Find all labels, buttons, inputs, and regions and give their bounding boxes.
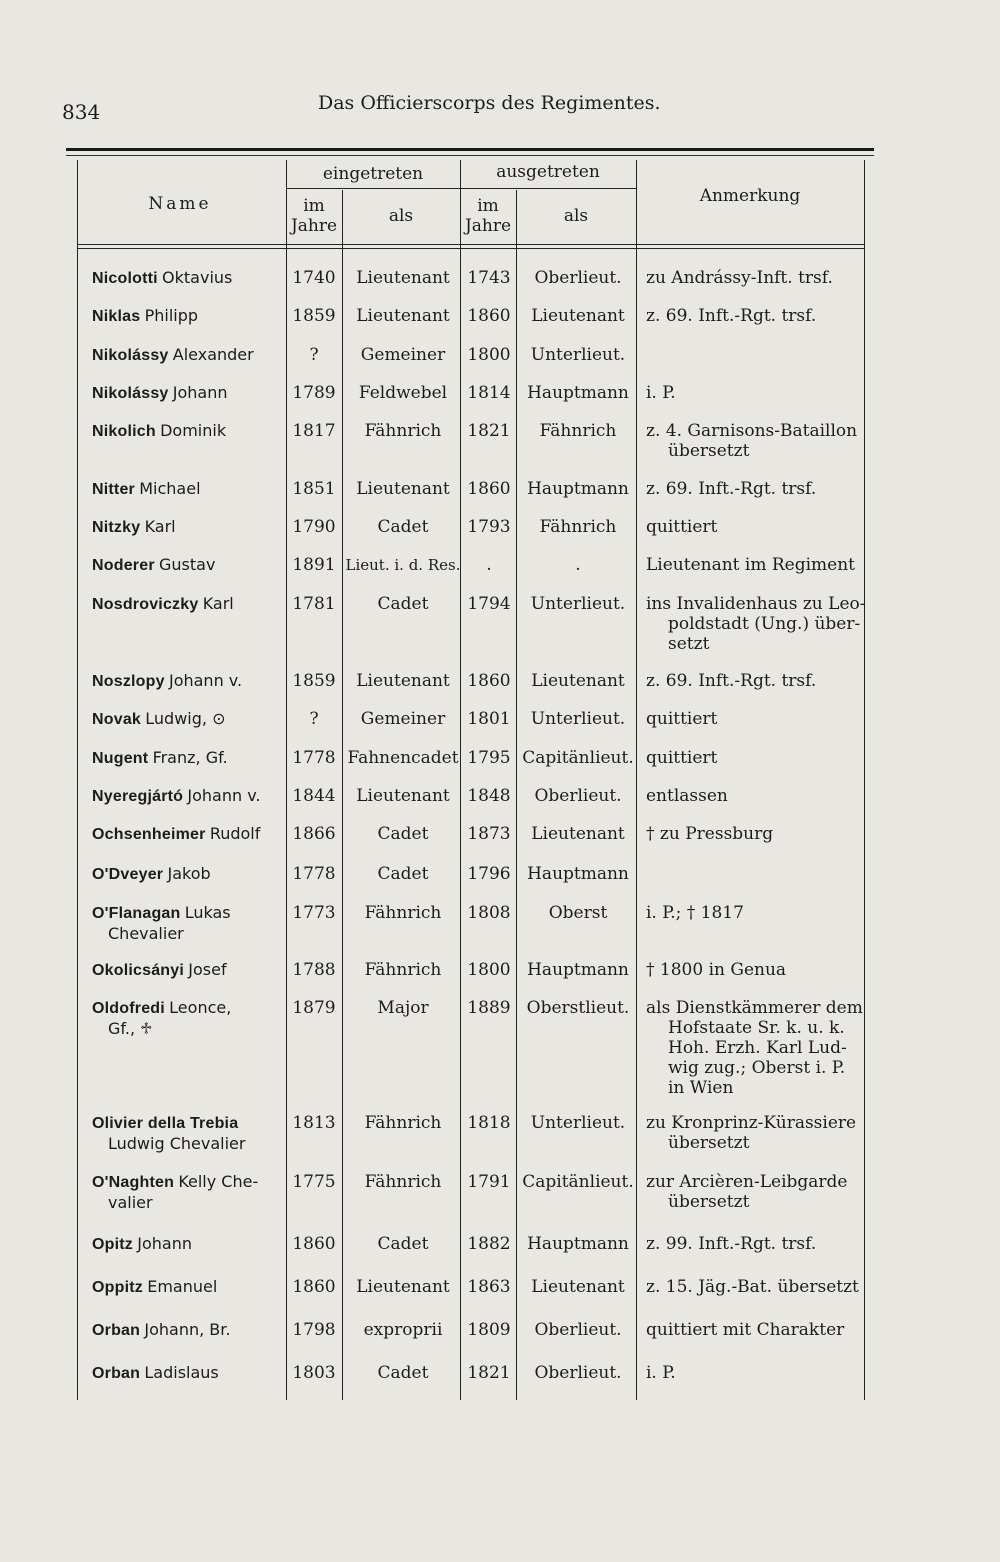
row-name (92, 479, 297, 500)
row-surname: Nikolássy (92, 347, 169, 364)
row-joined-rank: Major (377, 998, 429, 1018)
row-name (92, 383, 297, 404)
row-left-year: 1863 (467, 1277, 511, 1297)
row-surname: Olivier della Trebia (92, 1115, 239, 1132)
row-left-rank: Hauptmann (527, 479, 629, 499)
row-remark (646, 748, 870, 768)
row-left-year: 1818 (467, 1113, 511, 1133)
row-left-year: 1791 (467, 1172, 511, 1192)
row-remark-line: als Dienstkämmerer dem (646, 998, 863, 1018)
row-remark-line: i. P. (646, 383, 676, 403)
row-left-year: 1848 (467, 786, 511, 806)
row-left-year: 1873 (467, 824, 511, 844)
row-surname: Ochsenheimer (92, 826, 206, 843)
row-joined-year: 1860 (292, 1234, 336, 1254)
row-remark (646, 671, 870, 691)
row-left-year: 1889 (467, 998, 511, 1018)
row-left-rank: Oberst (548, 903, 608, 923)
row-name (92, 1172, 297, 1213)
row-left-rank: Oberlieut. (534, 268, 622, 288)
row-given-name: Josef (188, 960, 227, 979)
row-remark (646, 517, 870, 537)
row-joined-rank: Gemeiner (360, 345, 446, 365)
row-surname: Oldofredi (92, 1000, 165, 1017)
row-surname: Orban (92, 1322, 141, 1339)
row-name (92, 1234, 297, 1255)
row-surname: Nyeregjártó (92, 788, 184, 805)
row-left-year: 1821 (467, 1363, 511, 1383)
row-left-rank: Hauptmann (527, 1234, 629, 1254)
row-name (92, 864, 297, 885)
row-surname: Noderer (92, 557, 155, 574)
row-joined-rank: Cadet (377, 864, 429, 884)
row-joined-rank: Fähnrich (364, 1172, 442, 1192)
row-left-rank: Oberlieut. (534, 1320, 622, 1340)
row-left-year: 1796 (467, 864, 511, 884)
row-remark-line: i. P.; † 1817 (646, 903, 744, 923)
row-left-rank: Lieutenant (531, 824, 625, 844)
row-remark (646, 960, 870, 980)
row-name (92, 517, 297, 538)
row-joined-rank: Fähnrich (364, 1113, 442, 1133)
row-name (92, 1277, 297, 1298)
row-given-name: Oktavius (162, 268, 233, 287)
row-joined-year: 1773 (292, 903, 336, 923)
row-surname: Nitzky (92, 519, 141, 536)
row-joined-rank: Fahnencadet (347, 748, 459, 768)
row-name (92, 998, 297, 1039)
row-remark-line: Hofstaate Sr. k. u. k. (668, 1018, 845, 1038)
row-name (92, 671, 297, 692)
row-given-name-cont: Chevalier (108, 924, 184, 943)
row-joined-rank: Cadet (377, 594, 429, 614)
row-surname: O'Dveyer (92, 866, 164, 883)
row-surname: Nitter (92, 481, 135, 498)
header-left-year: im Jahre (464, 196, 512, 236)
row-name (92, 903, 297, 944)
row-surname: O'Naghten (92, 1174, 175, 1191)
row-joined-rank: Cadet (377, 1234, 429, 1254)
row-remark (646, 1320, 870, 1340)
row-left-year: 1795 (467, 748, 511, 768)
row-given-name: Kelly Che- (178, 1172, 259, 1191)
row-joined-year: 1788 (292, 960, 336, 980)
row-remark-line: i. P. (646, 1363, 676, 1383)
row-given-name: Gustav (159, 555, 216, 574)
row-remark (646, 383, 870, 403)
row-left-year: 1794 (467, 594, 511, 614)
row-surname: Okolicsányi (92, 962, 185, 979)
header-left-as: als (563, 206, 589, 226)
row-name (92, 268, 297, 289)
row-name (92, 824, 297, 845)
row-left-rank: Hauptmann (527, 864, 629, 884)
row-left-year: 1793 (467, 517, 511, 537)
row-left-year: 1860 (467, 671, 511, 691)
row-remark (646, 594, 870, 654)
row-left-rank: . (575, 555, 581, 575)
row-left-rank: Hauptmann (527, 383, 629, 403)
row-remark-line: † 1800 in Genua (646, 960, 787, 980)
row-joined-year: 1879 (292, 998, 336, 1018)
row-joined-year: ? (309, 709, 319, 729)
row-remark (646, 1277, 870, 1297)
row-remark-line: quittiert (646, 709, 718, 729)
row-given-name: Michael (139, 479, 201, 498)
row-remark (646, 786, 870, 806)
row-left-year: 1743 (467, 268, 511, 288)
row-left-year: 1882 (467, 1234, 511, 1254)
row-joined-year: 1790 (292, 517, 336, 537)
row-joined-year: 1860 (292, 1277, 336, 1297)
row-given-name: Leonce, (169, 998, 232, 1017)
row-joined-year: 1789 (292, 383, 336, 403)
row-name (92, 421, 297, 442)
row-remark-line: quittiert mit Charakter (646, 1320, 845, 1340)
row-remark-line: quittiert (646, 517, 718, 537)
row-remark-line: zu Kronprinz-Kürassiere (646, 1113, 857, 1133)
row-surname: Noszlopy (92, 673, 165, 690)
row-remark (646, 1363, 870, 1383)
row-left-year: 1800 (467, 960, 511, 980)
row-remark-line: zur Arcièren-Leibgarde (646, 1172, 848, 1192)
row-joined-rank: Lieut. i. d. Res. (345, 556, 461, 574)
row-left-year: 1800 (467, 345, 511, 365)
row-joined-year: 1866 (292, 824, 336, 844)
row-left-rank: Oberlieut. (534, 786, 622, 806)
row-joined-rank: Feldwebel (358, 383, 448, 403)
row-left-rank: Unterlieut. (530, 1113, 626, 1133)
row-left-rank: Unterlieut. (530, 594, 626, 614)
row-remark-line: setzt (668, 634, 710, 654)
row-left-year: 1860 (467, 306, 511, 326)
row-surname: Nugent (92, 750, 149, 767)
row-remark-line: entlassen (646, 786, 728, 806)
row-name (92, 748, 297, 769)
header-remarks: Anmerkung (699, 186, 801, 206)
row-given-name: Karl (144, 517, 176, 536)
row-given-name: Karl (202, 594, 234, 613)
row-left-rank: Fähnrich (539, 421, 617, 441)
row-left-year: 1801 (467, 709, 511, 729)
row-joined-year: 1851 (292, 479, 336, 499)
row-remark (646, 824, 870, 844)
row-left-year: 1814 (467, 383, 511, 403)
row-joined-rank: Gemeiner (360, 709, 446, 729)
row-joined-rank: Lieutenant (356, 479, 450, 499)
row-remark-line: z. 69. Inft.-Rgt. trsf. (646, 306, 817, 326)
row-remark (646, 306, 870, 326)
row-given-name: Lukas (184, 903, 231, 922)
row-remark-line: ins Invalidenhaus zu Leo- (646, 594, 866, 614)
row-joined-year: 1798 (292, 1320, 336, 1340)
row-given-name: Dominik (160, 421, 227, 440)
row-left-year: 1809 (467, 1320, 511, 1340)
row-joined-rank: Lieutenant (356, 306, 450, 326)
row-name (92, 345, 297, 366)
row-left-rank: Hauptmann (527, 960, 629, 980)
row-left-year: 1808 (467, 903, 511, 923)
row-remark-line: übersetzt (668, 1133, 750, 1153)
row-left-rank: Capitänlieut. (522, 1172, 634, 1192)
row-given-name: Jakob (167, 864, 211, 883)
row-surname: O'Flanagan (92, 905, 181, 922)
row-remark (646, 1234, 870, 1254)
row-given-name: Johann (137, 1234, 192, 1253)
row-remark (646, 1172, 870, 1212)
row-given-name: Johann, Br. (144, 1320, 231, 1339)
row-surname: Nikolich (92, 423, 156, 440)
row-given-name: Franz, Gf. (152, 748, 228, 767)
row-name (92, 306, 297, 327)
row-remark-line: † zu Pressburg (646, 824, 774, 844)
row-joined-year: 1775 (292, 1172, 336, 1192)
row-joined-year: 1803 (292, 1363, 336, 1383)
row-joined-rank: Lieutenant (356, 786, 450, 806)
row-joined-rank: Cadet (377, 824, 429, 844)
row-remark-line: poldstadt (Ung.) über- (668, 614, 861, 634)
row-remark-line: übersetzt (668, 441, 750, 461)
row-surname: Nikolássy (92, 385, 169, 402)
row-remark-line: z. 99. Inft.-Rgt. trsf. (646, 1234, 817, 1254)
row-remark-line: z. 69. Inft.-Rgt. trsf. (646, 479, 817, 499)
row-surname: Orban (92, 1365, 141, 1382)
row-remark (646, 709, 870, 729)
row-joined-year: 1813 (292, 1113, 336, 1133)
row-given-name: Alexander (172, 345, 254, 364)
row-joined-rank: Cadet (377, 517, 429, 537)
row-left-rank: Unterlieut. (530, 345, 626, 365)
row-remark-line: wig zug.; Oberst i. P. (668, 1058, 846, 1078)
row-remark (646, 555, 870, 575)
row-surname: Opitz (92, 1236, 133, 1253)
row-left-year: 1821 (467, 421, 511, 441)
row-name (92, 1363, 297, 1384)
row-remark-line: zu Andrássy-Inft. trsf. (646, 268, 833, 288)
row-remark-line: in Wien (668, 1078, 734, 1098)
row-remark (646, 903, 870, 923)
row-surname: Nosdroviczky (92, 596, 199, 613)
row-given-name-cont: Ludwig Chevalier (108, 1134, 246, 1153)
page-title: Das Officierscorps des Regimentes. (318, 92, 661, 114)
header-name: Name (148, 194, 212, 214)
row-left-rank: Unterlieut. (530, 709, 626, 729)
row-remark-line: z. 69. Inft.-Rgt. trsf. (646, 671, 817, 691)
row-joined-year: 1817 (292, 421, 336, 441)
row-left-rank: Lieutenant (531, 671, 625, 691)
row-joined-rank: Lieutenant (356, 671, 450, 691)
row-given-name: Johann v. (187, 786, 261, 805)
row-joined-rank: exproprii (363, 1320, 443, 1340)
row-given-name: Rudolf (209, 824, 261, 843)
row-left-rank: Oberstlieut. (526, 998, 630, 1018)
row-joined-year: 1844 (292, 786, 336, 806)
row-name (92, 1113, 297, 1154)
row-remark-line: Lieutenant im Regiment (646, 555, 855, 575)
row-joined-rank: Lieutenant (356, 1277, 450, 1297)
row-remark (646, 421, 870, 461)
row-given-name-cont: Gf., ♱ (108, 1019, 153, 1038)
row-remark-line: quittiert (646, 748, 718, 768)
row-joined-rank: Fähnrich (364, 960, 442, 980)
row-surname: Nicolotti (92, 270, 158, 287)
row-joined-rank: Fähnrich (364, 421, 442, 441)
row-joined-year: 1740 (292, 268, 336, 288)
row-given-name: Johann v. (168, 671, 243, 690)
row-name (92, 709, 297, 730)
row-name (92, 555, 297, 576)
row-given-name: Ludwig, ⊙ (145, 709, 226, 728)
row-left-rank: Fähnrich (539, 517, 617, 537)
row-surname: Niklas (92, 308, 141, 325)
row-name (92, 594, 297, 615)
row-given-name-cont: valier (108, 1193, 153, 1212)
row-name (92, 786, 297, 807)
row-remark (646, 479, 870, 499)
row-joined-year: 1778 (292, 748, 336, 768)
row-joined-year: 1781 (292, 594, 336, 614)
row-given-name: Emanuel (147, 1277, 218, 1296)
row-joined-rank: Lieutenant (356, 268, 450, 288)
page-number: 834 (62, 100, 101, 124)
row-remark-line: z. 15. Jäg.-Bat. übersetzt (646, 1277, 859, 1297)
row-remark-line: z. 4. Garnisons-Bataillon (646, 421, 858, 441)
row-joined-rank: Fähnrich (364, 903, 442, 923)
row-given-name: Ladislaus (144, 1363, 219, 1382)
row-name (92, 1320, 297, 1341)
row-left-year: 1860 (467, 479, 511, 499)
row-remark (646, 998, 870, 1098)
row-left-year: . (486, 555, 492, 575)
row-remark-line: Hoh. Erzh. Karl Lud- (668, 1038, 847, 1058)
row-joined-year: 1778 (292, 864, 336, 884)
row-surname: Novak (92, 711, 142, 728)
header-left: ausgetreten (496, 162, 600, 182)
row-given-name: Johann (172, 383, 228, 402)
row-left-rank: Lieutenant (531, 306, 625, 326)
row-joined-year: 1859 (292, 306, 336, 326)
row-remark (646, 1113, 870, 1153)
row-joined-year: 1891 (292, 555, 336, 575)
row-left-rank: Oberlieut. (534, 1363, 622, 1383)
row-joined-rank: Cadet (377, 1363, 429, 1383)
row-left-rank: Lieutenant (531, 1277, 625, 1297)
row-name (92, 960, 297, 981)
row-joined-year: ? (309, 345, 319, 365)
row-left-rank: Capitänlieut. (522, 748, 634, 768)
row-given-name: Philipp (144, 306, 199, 325)
row-joined-year: 1859 (292, 671, 336, 691)
header-joined-year: im Jahre (290, 196, 338, 236)
row-remark (646, 268, 870, 288)
row-remark-line: übersetzt (668, 1192, 750, 1212)
row-surname: Oppitz (92, 1279, 143, 1296)
header-joined-as: als (388, 206, 414, 226)
header-joined: eingetreten (322, 164, 424, 184)
